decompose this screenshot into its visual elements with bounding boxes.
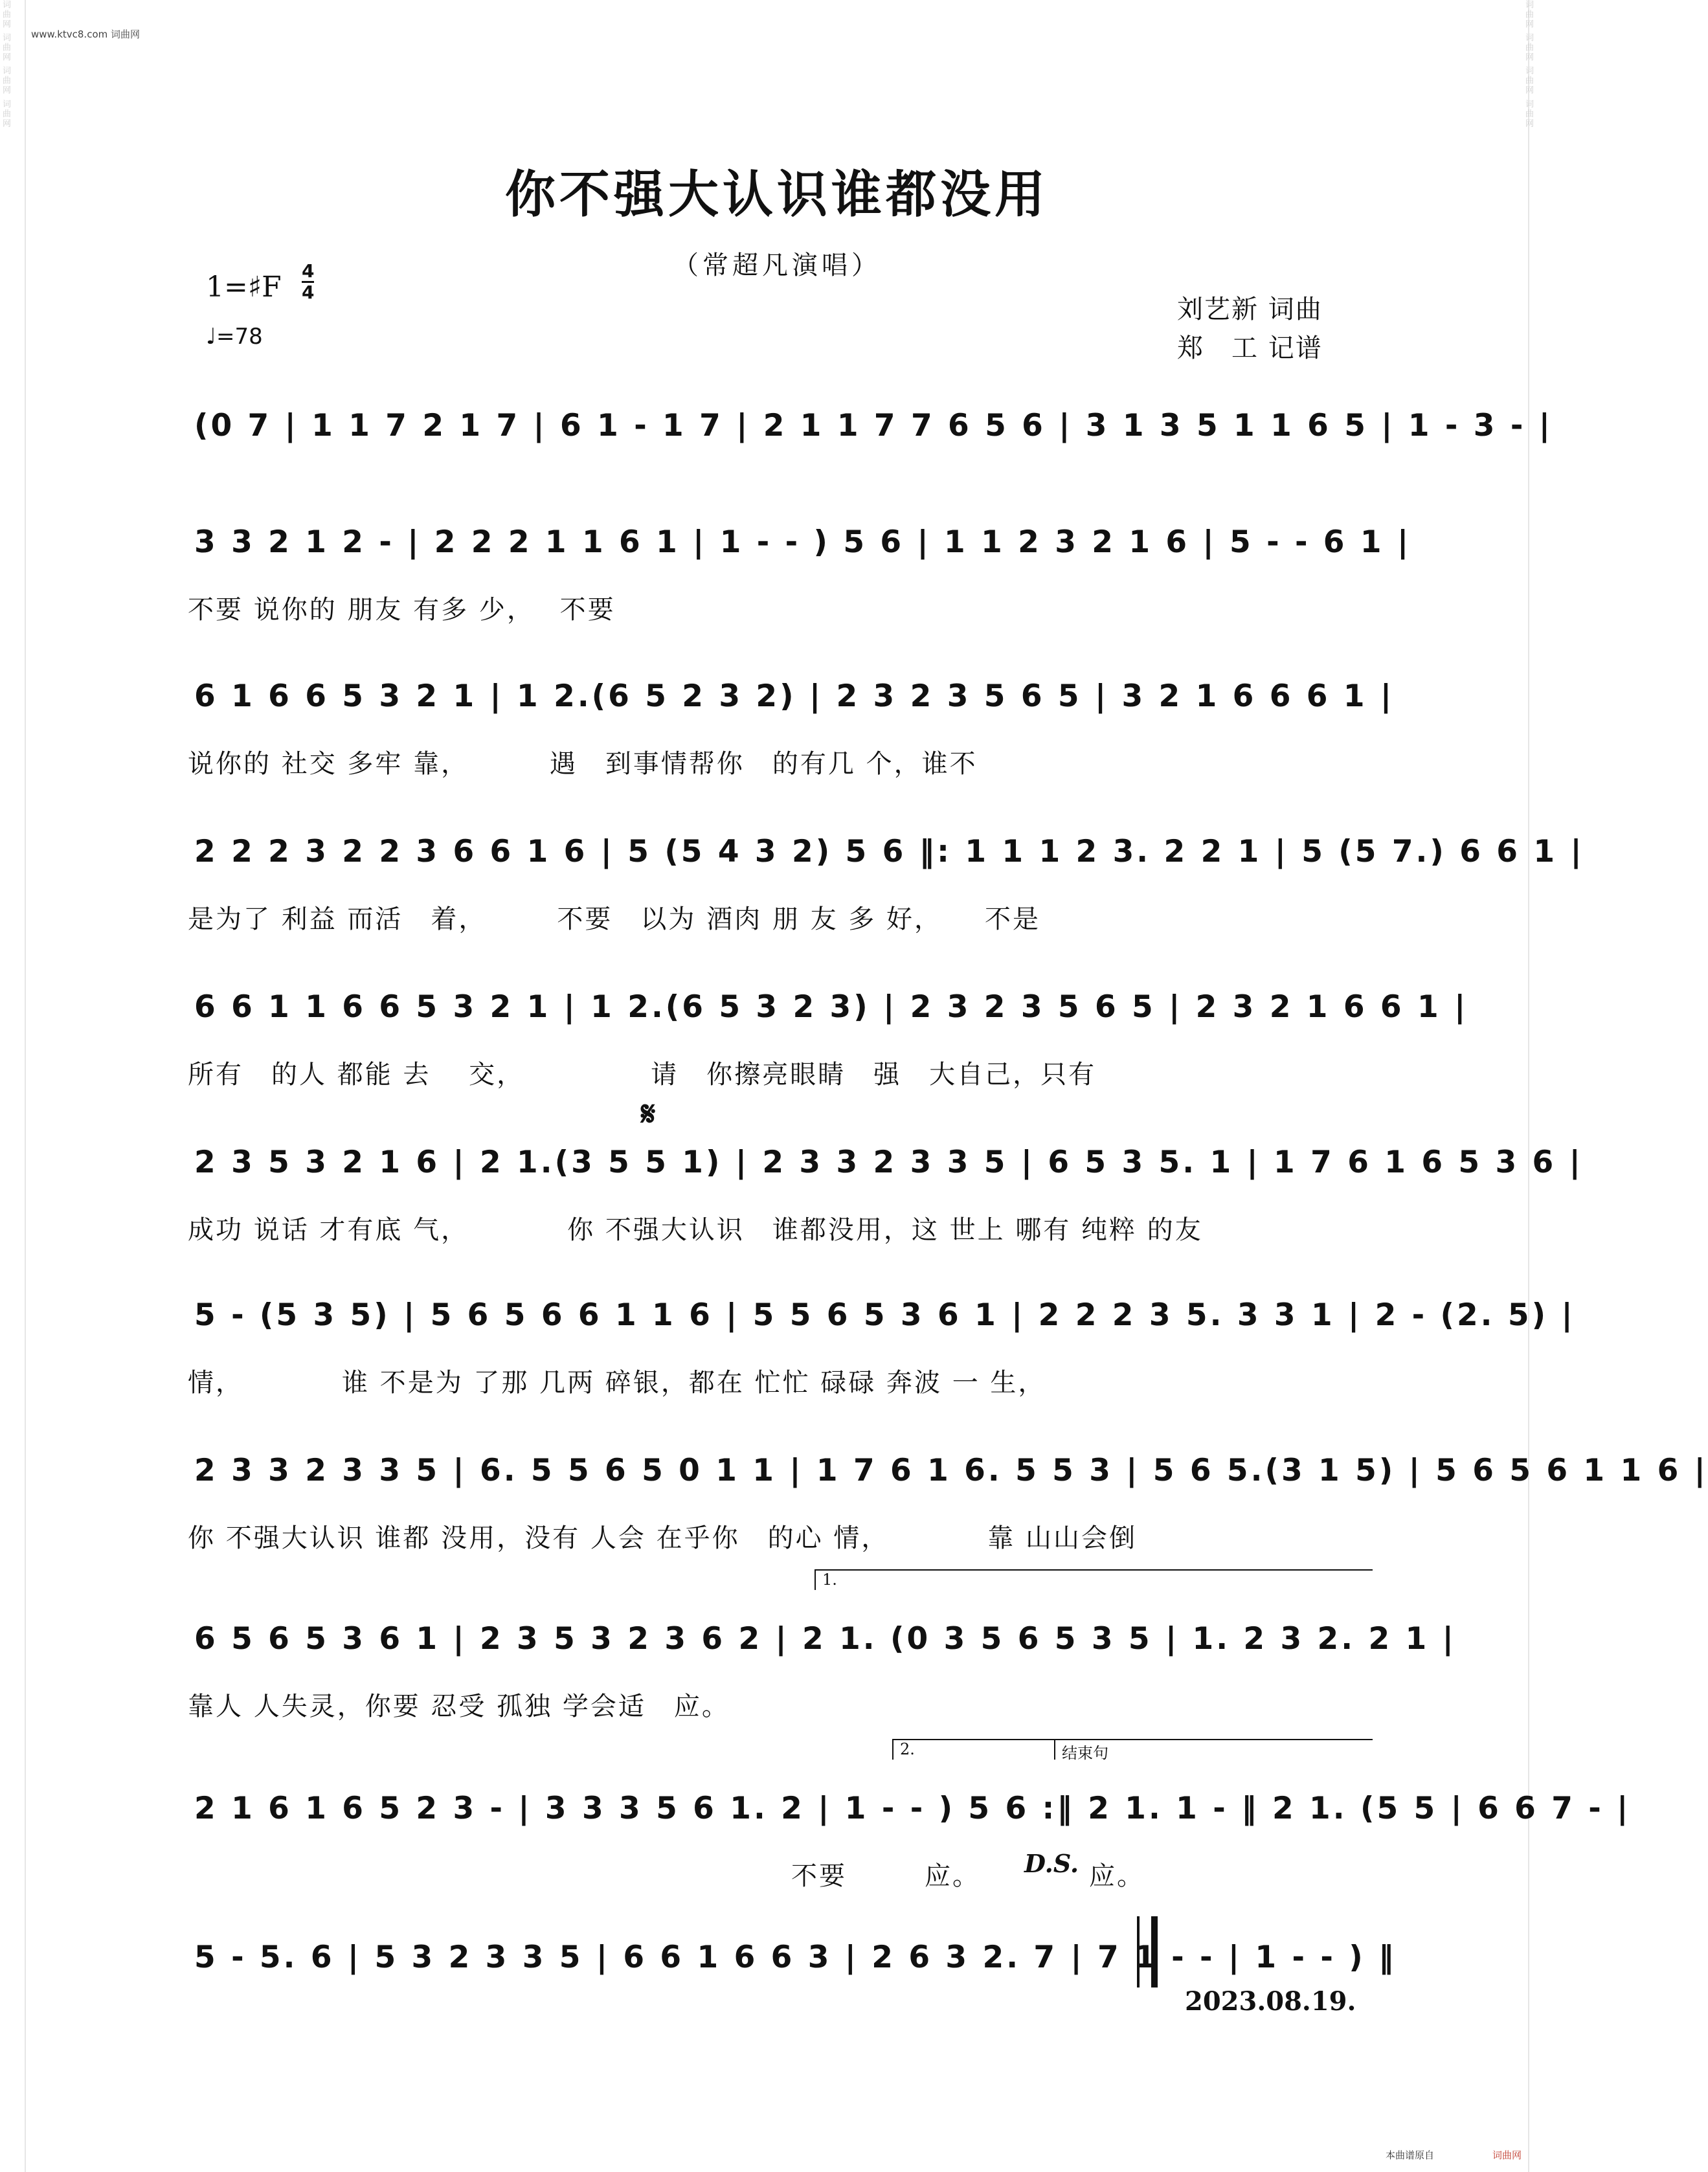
right-border-watermark: 词曲网 词曲网 词曲网 词曲网 <box>1528 0 1547 2172</box>
time-signature <box>302 262 314 302</box>
tempo-marking: ♩=78 <box>206 324 263 350</box>
lyrics-row-4: 是为了 利益 而活 着， 不要 以为 酒肉 朋 友 多 好， 不是 <box>188 904 1041 934</box>
key-signature: 1=♯F <box>206 271 282 304</box>
left-border-watermark: 词曲网 词曲网 词曲网 词曲网 <box>6 0 26 2172</box>
notation-row-6: 2 3 5 3 2 1 6 | 2 1.(3 5 5 1) | 2 3 3 2 3 3 5 | 6 5 3 5. 1 | 1 7 6 1 6 5 3 6 | <box>194 1145 1583 1180</box>
lyrics-row-8: 你 不强大认识 谁都 没用，没有 人会 在乎你 的心 情， 靠 山山会倒 <box>188 1523 1138 1553</box>
ds-marking: D.S. <box>1024 1849 1079 1878</box>
notation-row-8: 2 3 3 2 3 3 5 | 6. 5 5 6 5 0 1 1 | 1 7 6 1 6. 5 5 3 | 5 6 5.(3 1 5) | 5 6 5 6 1 1 6 | <box>194 1453 1708 1488</box>
volta-first-ending: 1. <box>815 1569 1373 1590</box>
lyrics-row-9: 靠人 人失灵，你要 忍受 孤独 学会适 应。 <box>188 1692 730 1721</box>
lyrics-row-3: 说你的 社交 多牢 靠， 遇 到事情帮你 的有几 个，谁不 <box>188 749 978 779</box>
notation-row-7: 5 - (5 3 5) | 5 6 5 6 6 1 1 6 | 5 5 6 5 3 6 1 | 2 2 2 3 5. 3 3 1 | 2 - (2. 5) | <box>194 1297 1575 1333</box>
lyrics-row-7: 情， 谁 不是为 了那 几两 碎银，都在 忙忙 碌碌 奔波 一 生， <box>188 1368 1046 1398</box>
ending-phrase-bracket: 结束句 <box>1054 1739 1373 1760</box>
notation-row-1: (0 7 | 1 1 7 2 1 7 | 6 1 - 1 7 | 2 1 1 7 7 6 5 6 | 3 1 3 5 1 1 6 5 | 1 - 3 - | <box>194 408 1553 443</box>
lyrics-row-10-pickup: 不要 <box>791 1861 847 1891</box>
lyricist-composer-credit: 刘艺新 词曲 <box>1177 295 1323 324</box>
site-label: www.ktvc8.com 词曲网 <box>31 28 140 40</box>
footer-source-label: 本曲谱原自 <box>1386 2149 1435 2161</box>
notation-row-10: 2 1 6 1 6 5 2 3 - | 3 3 3 5 6 1. 2 | 1 - - ) 5 6 :‖ 2 1. 1 - ‖ 2 1. (5 5 | 6 6 7 - | <box>194 1791 1631 1826</box>
volta-second-ending: 2. <box>892 1739 1055 1760</box>
transcriber-credit: 郑 工 记谱 <box>1177 333 1323 363</box>
notation-row-11: 5 - 5. 6 | 5 3 2 3 3 5 | 6 6 1 6 6 3 | 2 6 3 2. 7 | 7 1 - - | 1 - - ) ‖ <box>194 1940 1397 1975</box>
lyrics-row-2: 不要 说你的 朋友 有多 少， 不要 <box>188 595 616 625</box>
lyrics-row-10-final: 应。 <box>1089 1861 1145 1891</box>
time-sig-bottom: 4 <box>302 282 315 303</box>
final-double-barline <box>1137 1916 1158 1987</box>
notation-row-2: 3 3 2 1 2 - | 2 2 2 1 1 6 1 | 1 - - ) 5 6 | 1 1 2 3 2 1 6 | 5 - - 6 1 | <box>194 524 1411 560</box>
segno-mark: 𝄋 <box>641 1094 656 1134</box>
time-sig-top: 4 <box>302 260 315 282</box>
notation-row-9: 6 5 6 5 3 6 1 | 2 3 5 3 2 3 6 2 | 2 1. (0 3 5 6 5 3 5 | 1. 2 3 2. 2 1 | <box>194 1621 1456 1657</box>
song-title: 你不强大认识谁都没用 <box>504 165 1049 224</box>
lyrics-row-5: 所有 的人 都能 去 交， 请 你擦亮眼睛 强 大自己，只有 <box>188 1060 1097 1090</box>
footer-site-logo: 词曲网 <box>1492 2149 1522 2161</box>
lyrics-row-6: 成功 说话 才有底 气， 你 不强大认识 谁都没用，这 世上 哪有 纯粹 的友 <box>188 1215 1203 1245</box>
singer-line: （常超凡演唱） <box>673 251 881 280</box>
notation-row-4: 2 2 2 3 2 2 3 6 6 1 6 | 5 (5 4 3 2) 5 6 ‖: 1 1 1 2 3. 2 2 1 | 5 (5 7.) 6 6 1 | <box>194 834 1584 869</box>
lyrics-row-10-ending2: 应。 <box>925 1861 980 1891</box>
notation-row-3: 6 1 6 6 5 3 2 1 | 1 2.(6 5 2 3 2) | 2 3 2 3 5 6 5 | 3 2 1 6 6 6 1 | <box>194 678 1395 714</box>
notation-row-5: 6 6 1 1 6 6 5 3 2 1 | 1 2.(6 5 3 2 3) | 2 3 2 3 5 6 5 | 2 3 2 1 6 6 1 | <box>194 989 1468 1025</box>
transcription-date: 2023.08.19. <box>1185 1986 1356 2017</box>
